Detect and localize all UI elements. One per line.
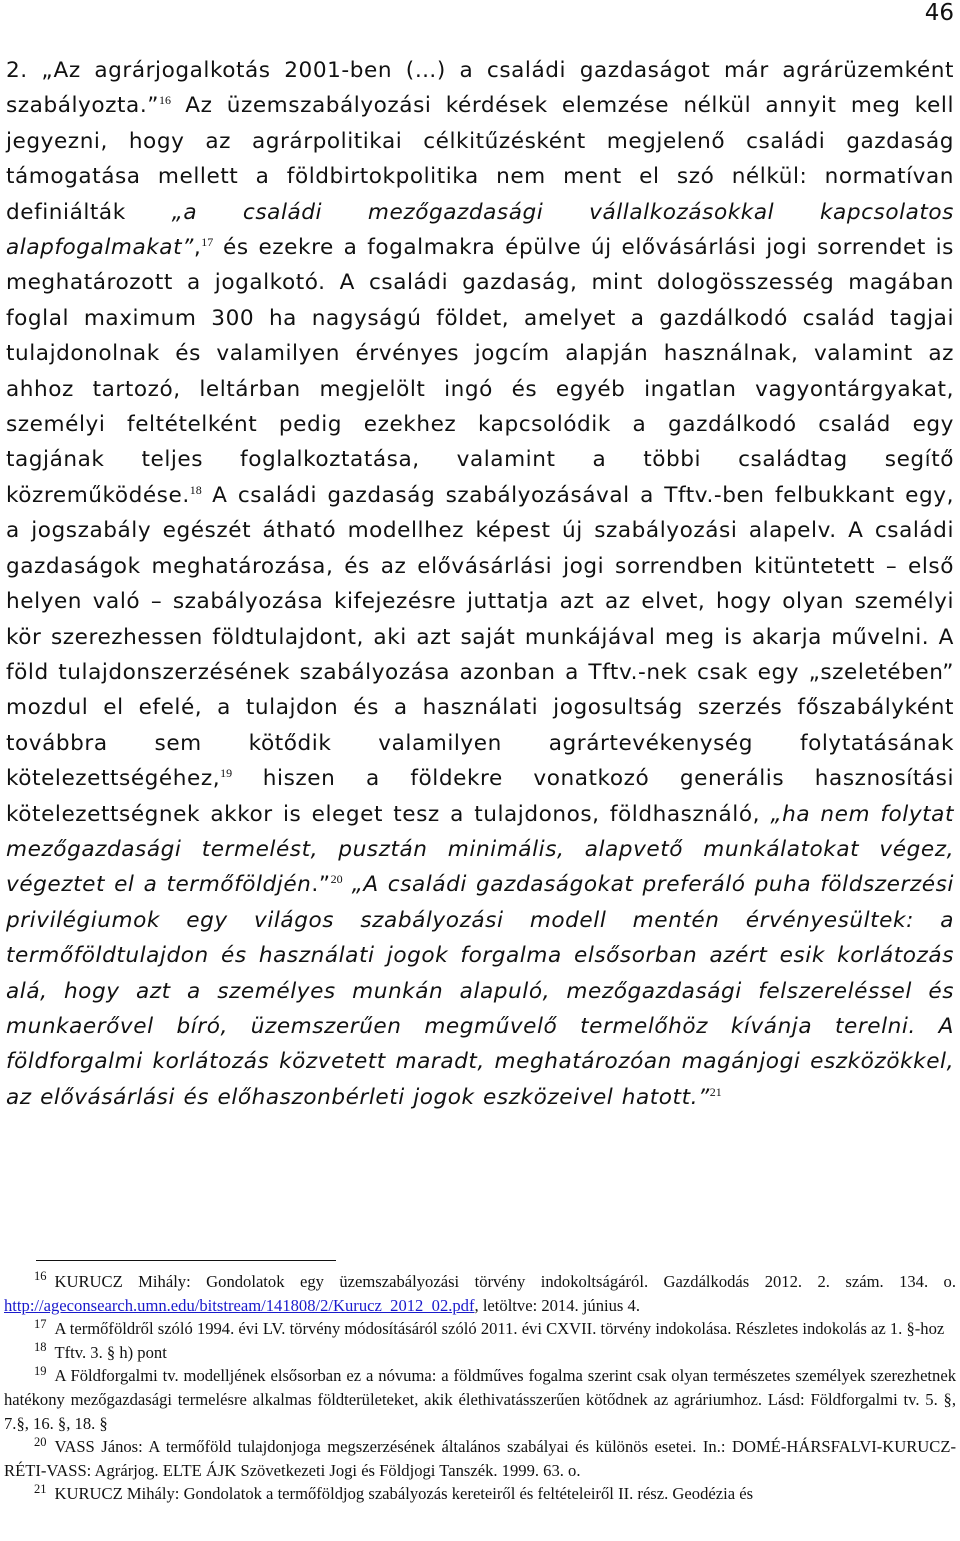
body-text-1: 2. „Az agrárjogalkotás 2001-ben (…) a családi gazdaságot már agrárüzemként szabályozta.” <box>6 58 954 119</box>
footnote-link[interactable]: http://ageconsearch.umn.edu/bitstream/141808/2/Kurucz_2012_02.pdf <box>4 1295 475 1315</box>
footnote-text: Tftv. 3. § h) pont <box>54 1342 167 1362</box>
body-text-4: A családi gazdaság szabályozásával a Tftv.-ben felbukkant egy, a jogszabály egészét átható modellhez képest új szabályozási alapelv. A családi gazdaságok meghatározása, és az elővásárlási jogi sorrendben kitüntetett – első helyen való – szabályozása kifejezésre juttatja azt az elvet, hogy olyan személyi kör szerezhessen földtulajdont, aki azt saját munkájával meg is akarja művelni. A föld tulajdonszerzésének szabályozása azonban a Tftv.-nek csak egy „szeletében” mozdul el efelé, a tulajdon és a használati jogosultság szerzés főszabályként továbbra sem kötődik valamilyen agrártevékenység folytatásának kötelezettségéhez, <box>6 482 954 792</box>
footnote-ref-21[interactable]: 21 <box>709 1084 722 1099</box>
footnote-mark: 21 <box>34 1481 47 1496</box>
footnote-mark: 16 <box>34 1269 47 1284</box>
footnote-19 <box>4 1364 956 1435</box>
quote-italic-2: „ha nem folytat mezőgazdasági termelést, pusztán minimális, alapvető munkálatokat végez, végeztet el a termőföldjén <box>6 801 954 898</box>
footnote-text: VASS János: A termőföld tulajdonjoga megszerzésének általános szabályai és különös esetei. In.: DOMÉ-HÁRSFALVI-KURUCZ-RÉTI-VASS: Agrárjog. ELTE ÁJK Szövetkezeti Jogi és Földjogi Tanszék. 1999. 63. o. <box>4 1437 956 1480</box>
footnote-16 <box>4 1270 956 1317</box>
footnote-ref-16[interactable]: 16 <box>158 93 171 108</box>
footnote-ref-18[interactable]: 18 <box>189 482 202 497</box>
body-text-2: Az üzemszabályozási kérdések elemzése nélkül annyit meg kell jegyezni, hogy az agrárpolitikai célkitűzésként megjelenő családi gazdaság támogatása mellett a földbirtokpolitika nem ment el szó nélkül: normatívan definiálták <box>6 93 954 225</box>
page-number: 46 <box>924 0 954 26</box>
footnote-text: A Földforgalmi tv. modelljének elsősorban ez a nóvuma: a földműves fogalma szerint csak olyan természetes személyek szerezhetnek hatékony mezőgazdasági termelésre alkalmas földterületeket, akik élethivatásszerűen kötődnek az agráriumhoz. Lásd: Földforgalmi tv. 5. §, 7.§, 16. §, 18. § <box>4 1366 956 1433</box>
footnote-text-after: , letöltve: 2014. június 4. <box>474 1295 640 1315</box>
footnote-mark: 20 <box>34 1434 47 1449</box>
body-paragraph <box>6 53 954 1115</box>
footnote-text: A termőföldről szóló 1994. évi LV. törvény módosításáról szóló 2011. évi CXVII. törvény indokolása. Részletes indokolás az 1. §-hoz <box>54 1319 945 1339</box>
footnotes <box>4 1270 956 1506</box>
quote-italic-1: „a családi mezőgazdasági vállalkozásokkal kapcsolatos alapfogalmakat” <box>6 199 954 261</box>
body-text-2-end: , <box>193 235 202 261</box>
footnote-text: KURUCZ Mihály: Gondolatok egy üzemszabályozási törvény indokoltságáról. Gazdálkodás 2012. 2. szám. 134. o. <box>54 1272 956 1291</box>
footnote-ref-19[interactable]: 19 <box>220 765 233 780</box>
footnote-mark: 17 <box>34 1316 47 1331</box>
body-text-5-end: .” <box>311 872 331 898</box>
footnote-21 <box>4 1482 956 1506</box>
footnote-ref-20[interactable]: 20 <box>330 872 343 887</box>
footnote-18 <box>4 1341 956 1365</box>
footnote-17 <box>4 1317 956 1341</box>
body-text-5: hiszen a földekre vonatkozó generális hasznosítási kötelezettségnek akkor is eleget tesz a tulajdonos, földhasználó, <box>6 766 954 827</box>
footnote-mark: 18 <box>34 1340 47 1355</box>
footnote-text: KURUCZ Mihály: Gondolatok a termőföldjog szabályozás kereteiről és feltételeiről II. rész. Geodézia és <box>54 1484 754 1504</box>
quote-italic-3: „A családi gazdaságokat preferáló puha földszerzési privilégiumok egy világos szabályozási modell mentén érvényesültek: a termőföldtulajdon és használati jogok forgalma elsősorban azért esik korlátozás alá, hogy azt a személyes munkán alapuló, mezőgazdasági felszereléssel és munkaerővel bíró, üzemszerűen megművelő termelőhöz kívánja terelni. A földforgalmi korlátozás közvetett maradt, meghatározóan magánjogi eszközökkel, az elővásárlási és előhaszonbérleti jogok eszközeivel hatott.” <box>6 872 954 1110</box>
body-text-3: és ezekre a fogalmakra épülve új elővásárlási jogi sorrendet is meghatározott a jogalkotó. A családi gazdaság, mint dologösszesség magában foglal maximum 300 ha nagyságú földet, amelyet a gazdálkodó család tagjai tulajdonolnak és valamilyen érvényes jogcím alapján használnak, valamint az ahhoz tartozó, leltárban megjelölt ingó és egyéb ingatlan vagyontárgyakat, személyi feltételként pedig ezekhez kapcsolódik a gazdálkodó család egy tagjának teljes foglalkoztatása, valamint a többi családtag segítő közreműködése. <box>6 235 954 508</box>
footnote-20 <box>4 1435 956 1482</box>
footnote-mark: 19 <box>34 1363 47 1378</box>
footnote-separator <box>36 1260 336 1261</box>
footnote-ref-17[interactable]: 17 <box>201 234 214 249</box>
